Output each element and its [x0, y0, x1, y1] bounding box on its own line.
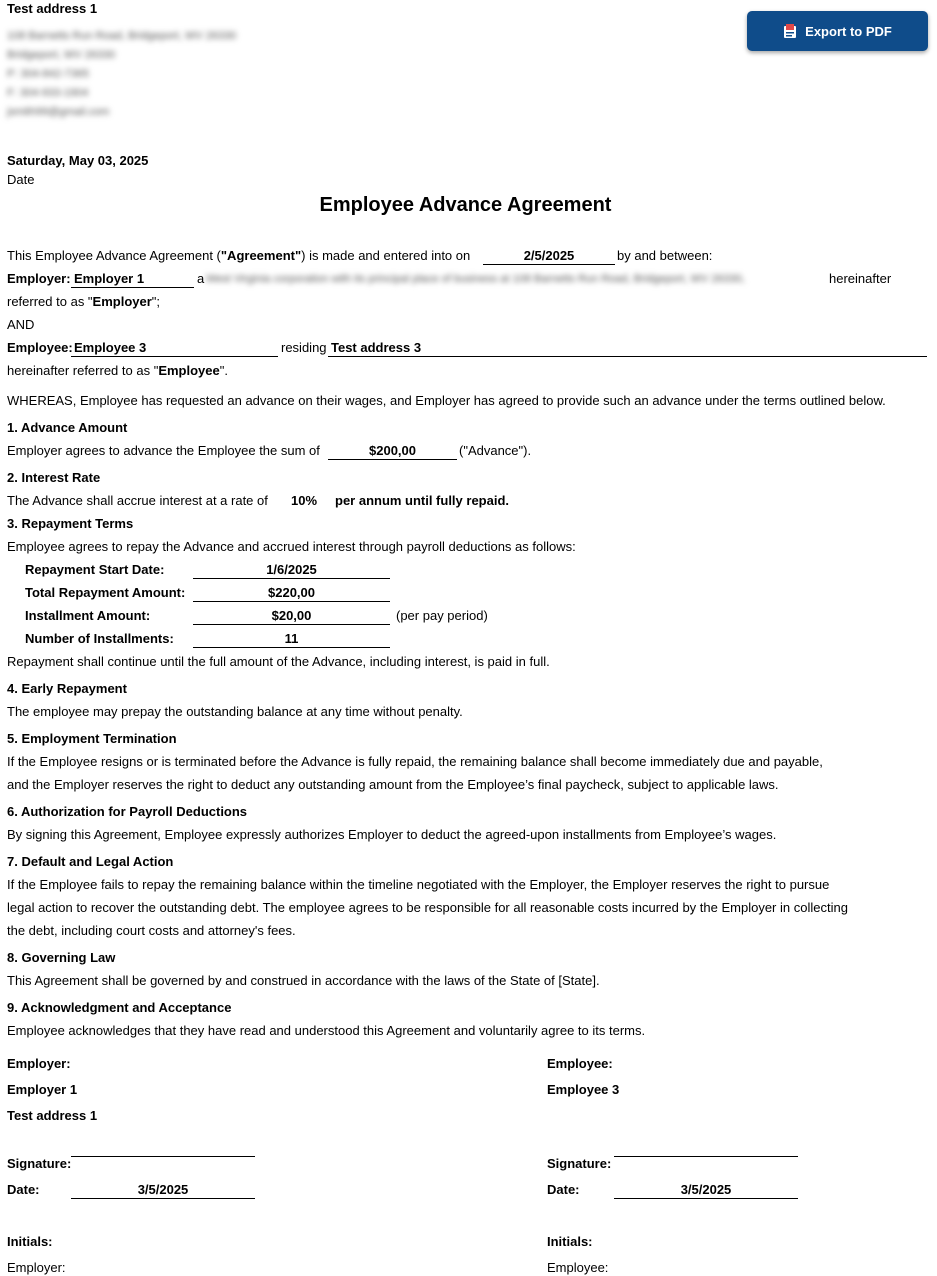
employer-initials-party: Employer: — [7, 1260, 66, 1275]
section-text: Employer agrees to advance the Employee the sum of — [7, 443, 320, 458]
sender-address-line: 108 Barnetts Run Road, Bridgeport, WV 26330 — [7, 30, 237, 42]
section-text: Employee agrees to repay the Advance and accrued interest through payroll deductions as follows: — [7, 539, 576, 554]
per-annum: per annum — [335, 493, 402, 508]
repayment-row-value: 11 — [193, 631, 390, 648]
employer-sign-address: Test address 1 — [7, 1108, 98, 1123]
section-heading: 8. Governing Law — [7, 950, 116, 965]
employee-address: Test address 3 — [328, 340, 927, 357]
employer-signature-label: Signature: — [7, 1156, 72, 1171]
pay-period-note: (per pay period) — [396, 608, 488, 623]
repayment-row-label: Repayment Start Date: — [25, 562, 165, 577]
interest-rate: 10% — [291, 493, 318, 508]
employer-sign-label: Employer: — [7, 1056, 71, 1071]
whereas-clause: WHEREAS, Employee has requested an advance on their wages, and Employer has agreed to provide such an advance under the terms outlined below. — [7, 393, 886, 408]
repayment-row-value: $20,00 — [193, 608, 390, 625]
employee-reference: hereinafter referred to as "Employee". — [7, 363, 228, 378]
sender-address-line: Bridgeport, WV 26330 — [7, 49, 116, 61]
employee-initials-party: Employee: — [547, 1260, 609, 1275]
employer-sign-date: 3/5/2025 — [71, 1182, 255, 1199]
agreement-date: 2/5/2025 — [483, 248, 615, 265]
employee-sign-name: Employee 3 — [547, 1082, 620, 1097]
section-text: By signing this Agreement, Employee expressly authorizes Employer to deduct the agreed-upon installments from Employee’s wages. — [7, 827, 777, 842]
hereinafter-text: hereinafter — [829, 271, 892, 286]
employee-sign-date: 3/5/2025 — [614, 1182, 798, 1199]
section-heading: 4. Early Repayment — [7, 681, 127, 696]
section-text: The Advance shall accrue interest at a rate of — [7, 493, 268, 508]
section-text: legal action to recover the outstanding debt. The employee agrees to be responsible for all reasonable costs incurred by the Employer in collecting — [7, 900, 848, 915]
employer-description: West Virginia corporation with its principal place of business at 108 Barnetts Run Road, Bridgeport, WV 26330, — [206, 273, 745, 285]
employee-label: Employee: — [7, 340, 73, 355]
employee-date-label: Date: — [547, 1182, 580, 1197]
section-heading: 1. Advance Amount — [7, 420, 128, 435]
employee-name: Employee 3 — [71, 340, 278, 357]
repayment-row-value: 1/6/2025 — [193, 562, 390, 579]
date-label: Date — [7, 172, 35, 187]
repayment-row-label: Total Repayment Amount: — [25, 585, 186, 600]
by-and-between: by and between: — [617, 248, 713, 263]
employer-initials-label: Initials: — [7, 1234, 53, 1249]
advance-term: ("Advance"). — [459, 443, 532, 458]
section-text: the debt, including court costs and attorney's fees. — [7, 923, 296, 938]
repayment-row-value: $220,00 — [193, 585, 390, 602]
advance-amount: $200,00 — [328, 443, 457, 460]
section-heading: 9. Acknowledgment and Acceptance — [7, 1000, 232, 1015]
intro-text: This Employee Advance Agreement ("Agreement") is made and entered into on — [7, 248, 471, 263]
employee-initials-label: Initials: — [547, 1234, 593, 1249]
pdf-export-icon — [783, 23, 797, 39]
section-heading: 2. Interest Rate — [7, 470, 101, 485]
residing-text: residing — [281, 340, 327, 355]
employee-signature-label: Signature: — [547, 1156, 612, 1171]
section-text: Repayment shall continue until the full amount of the Advance, including interest, is paid in full. — [7, 654, 550, 669]
document-title: Employee Advance Agreement — [319, 194, 612, 216]
section-text: If the Employee resigns or is terminated before the Advance is fully repaid, the remaining balance shall become immediately due and payable, — [7, 754, 823, 769]
sender-name: Test address 1 — [7, 1, 98, 16]
section-text: This Agreement shall be governed by and construed in accordance with the laws of the State of [State]. — [7, 973, 600, 988]
section-heading: 3. Repayment Terms — [7, 516, 134, 531]
employee-signature-field[interactable] — [614, 1156, 798, 1157]
export-to-pdf-button[interactable] — [747, 11, 928, 51]
employee-sign-label: Employee: — [547, 1056, 613, 1071]
export-button-label: Export to PDF — [805, 23, 892, 39]
section-heading: 6. Authorization for Payroll Deductions — [7, 804, 248, 819]
employer-date-label: Date: — [7, 1182, 40, 1197]
sender-email: jsmith99@gmail.com — [7, 106, 110, 118]
repayment-row-label: Installment Amount: — [25, 608, 151, 623]
employer-sign-name: Employer 1 — [7, 1082, 78, 1097]
sender-fax: F: 304-933-1904 — [7, 87, 89, 99]
document-date: Saturday, May 03, 2025 — [7, 153, 149, 168]
section-text: The employee may prepay the outstanding balance at any time without penalty. — [7, 704, 463, 719]
employer-signature-field[interactable] — [71, 1156, 255, 1157]
employer-reference: referred to as "Employer"; — [7, 294, 161, 309]
employer-label: Employer: — [7, 271, 71, 286]
and-text: AND — [7, 317, 35, 332]
sender-phone: P: 304-842-7365 — [7, 68, 89, 80]
section-text: Employee acknowledges that they have read and understood this Agreement and voluntarily agree to its terms. — [7, 1023, 646, 1038]
until-repaid: until fully repaid. — [405, 493, 510, 508]
employer-name: Employer 1 — [71, 271, 194, 288]
repayment-row-label: Number of Installments: — [25, 631, 174, 646]
section-heading: 5. Employment Termination — [7, 731, 177, 746]
section-text: and the Employer reserves the right to deduct any outstanding amount from the Employee’s final paycheck, subject to applicable laws. — [7, 777, 779, 792]
section-heading: 7. Default and Legal Action — [7, 854, 174, 869]
article-a: a — [197, 271, 205, 286]
section-text: If the Employee fails to repay the remaining balance within the timeline negotiated with the Employer, the Employer reserves the right to pursue — [7, 877, 830, 892]
